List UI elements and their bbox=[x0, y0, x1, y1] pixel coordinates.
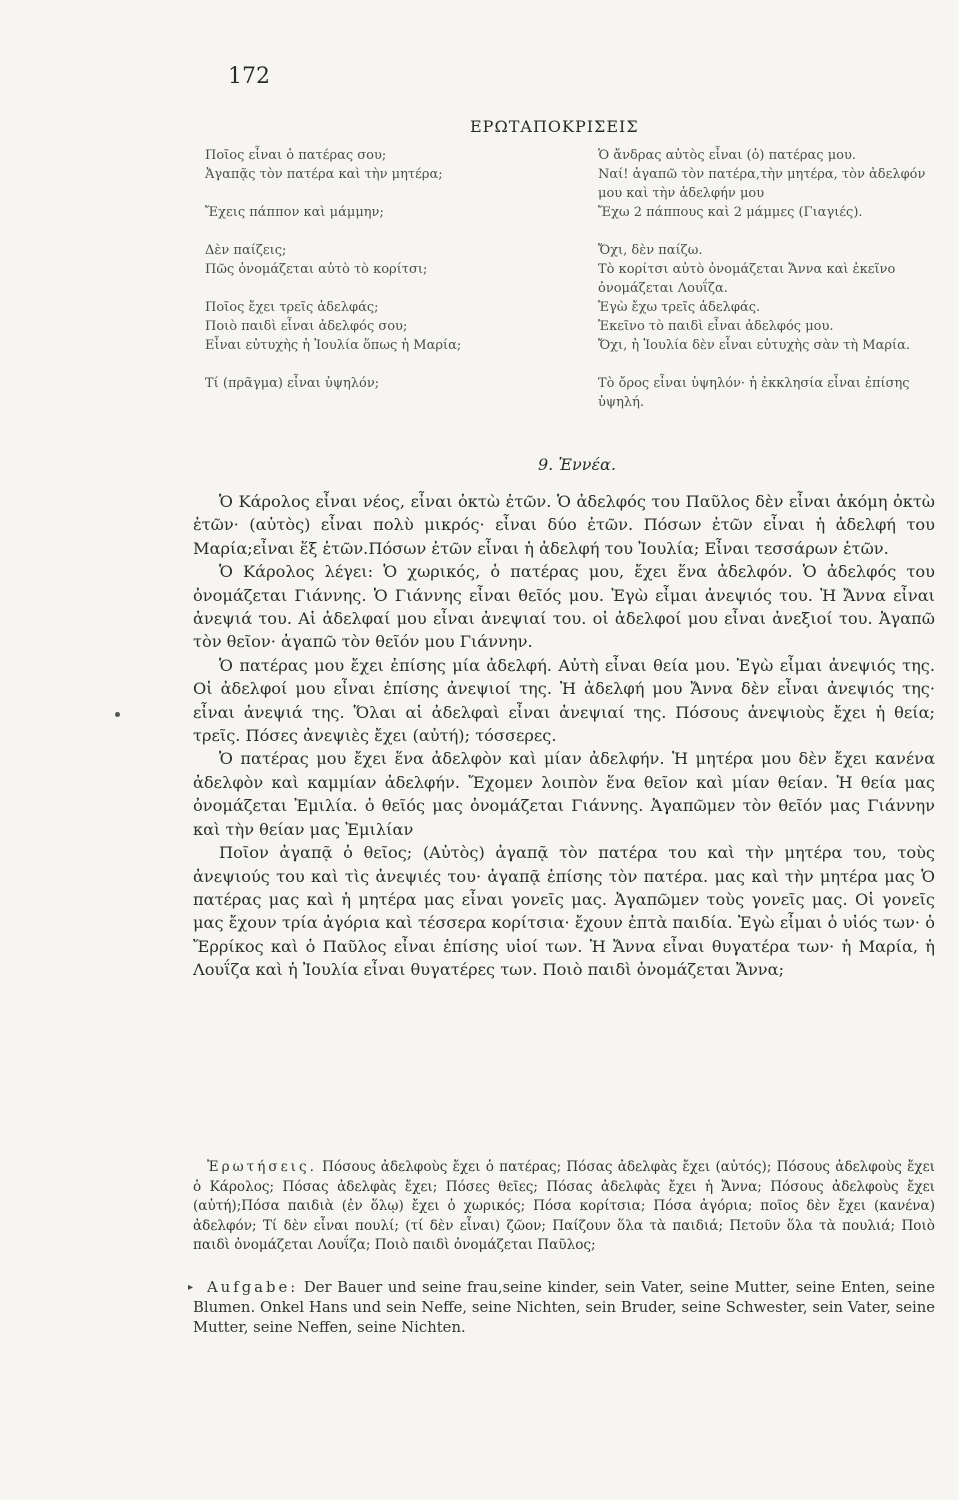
question: Ποιὸ παιδὶ εἶναι ἀδελφός σου; bbox=[205, 319, 408, 334]
answer: Τὸ κορίτσι αὐτὸ ὀνομάζεται Ἄννα καὶ ἐκεῖνο ὀνομάζεται Λουΐζα. bbox=[598, 262, 896, 296]
answer: Ὄχι, δὲν παίζω. bbox=[598, 243, 703, 258]
question: Πῶς ὀνομάζεται αὐτὸ τὸ κορίτσι; bbox=[205, 262, 428, 277]
question: Τί (πρᾶγμα) εἶναι ὑψηλόν; bbox=[205, 376, 380, 391]
section-title: ΕΡΩΤΑΠΟΚΡΙΣΕΙΣ bbox=[470, 117, 639, 136]
questions-text: Πόσους ἀδελφοὺς ἔχει ὁ πατέρας; Πόσας ἀδελφὰς ἔχει (αὐτός); Πόσους ἀδελφοὺς ἔχει ὁ Κάρολος; Πόσας ἀδελφὰς ἔχει; Πόσες θεῖες; Πόσας ἀδελφὰς ἔχει ἡ Ἄννα; Πόσους ἀδελφοὺς ἔχει (αὐτή);Πόσα παιδιὰ (ἐν ὅλῳ) ἔχει ὁ χωρικός; Πόσα κορίτσια; Πόσα ἀγόρια; ποῖος δὲν ἔχει (κανένα) ἀδελφόν; Τί δὲν εἶναι πουλί; (τί δὲν εἶναι) ζῶον; Παίζουν ὅλα τὰ παιδιά; Πετοῦν ὅλα τὰ πουλιά; Ποιὸ παιδὶ ὀνομάζεται Λουΐζα; Ποιὸ παιδὶ ὀνομάζεται Παῦλος; bbox=[193, 1159, 935, 1253]
task-text: Der Bauer und seine frau,seine kinder, sein Vater, seine Mutter, seine Enten, seine Blumen. Onkel Hans und sein Neffe, seine Nichten, sein Bruder, seine Schwester, sein Vater, seine Mutter, seine Neffen, seine Nichten. bbox=[193, 1279, 935, 1336]
answer: Ὄχι, ἡ Ἰουλία δὲν εἶναι εὐτυχὴς σὰν τὴ Μαρία. bbox=[598, 338, 911, 353]
pointer-mark-icon: ▸ bbox=[188, 1282, 194, 1293]
lesson-heading: 9. Ἐννέα. bbox=[538, 455, 616, 474]
answer: Ὁ ἄνδρας αὐτὸς εἶναι (ὁ) πατέρας μου. bbox=[598, 148, 857, 163]
paragraph: Ὁ Κάρολος λέγει: Ὁ χωρικός, ὁ πατέρας μου, ἔχει ἕνα ἀδελφόν. Ὁ ἀδελφός του ὀνομάζεται Γιάννης. Ὁ Γιάννης εἶναι θεῖός μου. Ἐγὼ εἶμαι ἀνεψιός του. Ἡ Ἄννα εἶναι ἀνεψιά του. Αἱ ἀδελφαί μου εἶναι ἀνεψιαί του. οἱ ἀδελφοί μου εἶναι ἀνεξιοί του. Ἀγαπῶ τὸν θεῖον· ἀγαπῶ τὸν θεῖόν μου Γιάννην. bbox=[193, 562, 935, 652]
paragraph: Ὁ πατέρας μου ἔχει ἐπίσης μία ἀδελφή. Αὐτὴ εἶναι θεία μου. Ἐγὼ εἶμαι ἀνεψιός της. Οἱ ἀδελφοί μου εἶναι ἐπίσης ἀνεψιοί της. Ἡ ἀδελφή μου Ἄννα δὲν εἶναι ἀνεψιός της· εἶναι ἀνεψιά της. Ὅλαι αἱ ἀδελφαὶ εἶναι ἀνεψιαί της. Πόσους ἀνεψιοὺς ἔχει ἡ θεία; τρεῖς. Πόσες ἀνεψιὲς ἔχει (αὐτή); τόσσερες. bbox=[193, 655, 935, 746]
task-paragraph bbox=[193, 1278, 935, 1338]
question: Ἀγαπᾷς τὸν πατέρα καὶ τὴν μητέρα; bbox=[205, 167, 443, 182]
question: Ποῖος ἔχει τρεῖς ἀδελφάς; bbox=[205, 300, 379, 315]
page-number: 172 bbox=[228, 64, 270, 89]
question: Ποῖος εἶναι ὁ πατέρας σου; bbox=[205, 148, 387, 163]
answer: Ἐκεῖνο τὸ παιδὶ εἶναι ἀδελφός μου. bbox=[598, 319, 834, 334]
question: Δὲν παίζεις; bbox=[205, 243, 287, 258]
paragraph: Ὁ Κάρολος εἶναι νέος, εἶναι ὀκτὼ ἐτῶν. Ὁ ἀδελφός του Παῦλος δὲν εἶναι ἀκόμη ὀκτὼ ἐτῶν· (αὐτὸς) εἶναι πολὺ μικρός· εἶναι δύο ἐτῶν. Πόσων ἐτῶν εἶναι ἡ ἀδελφή του Μαρία;εἶναι ἕξ ἐτῶν.Πόσων ἐτῶν εἶναι ἡ ἀδελφή του Ἰουλία; Εἶναι τεσσάρων ἐτῶν. bbox=[193, 492, 935, 558]
answer: Ἐγὼ ἔχω τρεῖς ἀδελφάς. bbox=[598, 300, 761, 315]
answer: Ναί! ἀγαπῶ τὸν πατέρα,τὴν μητέρα, τὸν ἀδελφόν μου καὶ τὴν ἀδελφήν μου bbox=[598, 167, 926, 201]
answer: Ἔχω 2 πάππους καὶ 2 μάμμες (Γιαγιές). bbox=[598, 205, 863, 220]
question: Ἔχεις πάππον καὶ μάμμην; bbox=[205, 205, 384, 220]
ink-dot-mark bbox=[115, 712, 120, 717]
question: Εἶναι εὐτυχὴς ἡ Ἰουλία ὅπως ἡ Μαρία; bbox=[205, 338, 462, 353]
questions-label: Ἐρωτήσεις. bbox=[207, 1159, 317, 1175]
paragraph: Ποῖον ἀγαπᾷ ὁ θεῖος; (Αὐτὸς) ἀγαπᾷ τὸν πατέρα του καὶ τὴν μητέρα του, τοὺς ἀνεψιούς του καὶ τὶς ἀνεψιές του· ἀγαπᾷ ἐπίσης τὸν πατέρα. μας καὶ τὴν μητέρα μας Ὁ πατέρας μας καὶ ἡ μητέρα μας εἶναι γονεῖς μας. Ἀγαπῶμεν τοὺς γονεῖς μας. Οἱ γονεῖς μας ἔχουν τρία ἀγόρια καὶ τέσσερα κορίτσια· ἔχουν ἑπτὰ παιδία. Ἐγὼ εἶμαι ὁ υἱός των· ὁ Ἔρρίκος καὶ ὁ Παῦλος εἶναι ἐπίσης υἱοί των. Ἡ Ἄννα εἶναι θυγατέρα των· ἡ Μαρία, ἡ Λουΐζα καὶ ἡ Ἰουλία εἶναι θυγατέρες των. Ποιὸ παιδὶ ὀνομάζεται Ἄννα; bbox=[193, 843, 935, 980]
questions-paragraph bbox=[193, 1158, 935, 1256]
reading-text bbox=[193, 490, 935, 982]
answer: Τὸ ὄρος εἶναι ὑψηλόν· ἡ ἐκκλησία εἶναι ἐπίσης ὑψηλή. bbox=[598, 376, 910, 410]
paragraph: Ὁ πατέρας μου ἔχει ἕνα ἀδελφὸν καὶ μίαν ἀδελφήν. Ἡ μητέρα μου δὲν ἔχει κανένα ἀδελφὸν καὶ καμμίαν ἀδελφήν. Ἔχομεν λοιπὸν ἕνα θεῖον καὶ μίαν θείαν. Ἡ θεία μας ὀνομάζεται Ἐμιλία. ὁ θεῖός μας ὀνομάζεται Γιάννης. Ἀγαπῶμεν τὸν θεῖόν μας Γιάννην καὶ τὴν θείαν μας Ἐμιλίαν bbox=[193, 749, 935, 839]
questions-block bbox=[193, 1158, 935, 1256]
task-block bbox=[193, 1278, 935, 1338]
task-label: Aufgabe: bbox=[207, 1279, 299, 1296]
